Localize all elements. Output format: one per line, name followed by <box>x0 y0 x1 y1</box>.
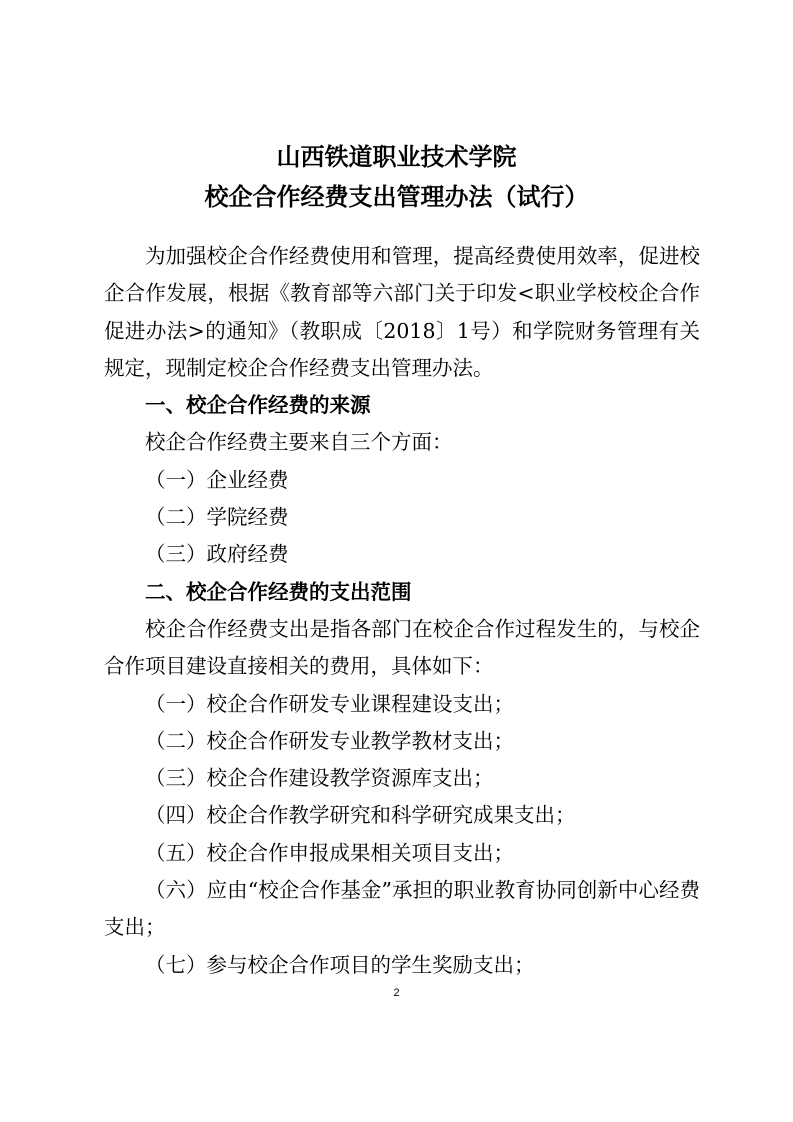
list-item: （二）学院经费 <box>145 505 289 530</box>
section-heading: 一、校企合作经费的来源 <box>145 393 371 418</box>
body-paragraph: 校企合作经费主要来自三个方面： <box>145 430 453 455</box>
intro-paragraph: 为加强校企合作经费使用和管理，提高经费使用效率，促进校企合作发展，根据《教育部等六部门关于印发<职业学校校企合作促进办法>的通知》（教职成〔2018〕1号）和学院财务管理有关规定，现制定校企合作经费支出管理办法。 <box>104 244 700 380</box>
list-item: （一）企业经费 <box>145 467 289 492</box>
document-title-line-2: 校企合作经费支出管理办法（试行） <box>204 182 589 211</box>
list-item: （五）校企合作申报成果相关项目支出； <box>145 840 514 865</box>
list-item: （四）校企合作教学研究和科学研究成果支出； <box>145 803 576 828</box>
list-item: （七）参与校企合作项目的学生奖励支出； <box>145 952 535 977</box>
list-item: （六）应由“校企合作基金”承担的职业教育协同创新中心经费支出； <box>104 878 700 940</box>
section-heading: 二、校企合作经费的支出范围 <box>145 579 412 604</box>
document-body <box>104 238 700 984</box>
list-item: （三）校企合作建设教学资源库支出； <box>145 766 494 791</box>
document-title-line-1: 山西铁道职业技术学院 <box>276 142 517 171</box>
list-item: （二）校企合作研发专业教学教材支出； <box>145 728 514 753</box>
list-item: （三）政府经费 <box>145 542 289 567</box>
page-number: 2 <box>393 987 400 999</box>
list-item: （一）校企合作研发专业课程建设支出； <box>145 691 514 716</box>
body-paragraph: 校企合作经费支出是指各部门在校企合作过程发生的，与校企合作项目建设直接相关的费用，具体如下： <box>104 616 700 679</box>
